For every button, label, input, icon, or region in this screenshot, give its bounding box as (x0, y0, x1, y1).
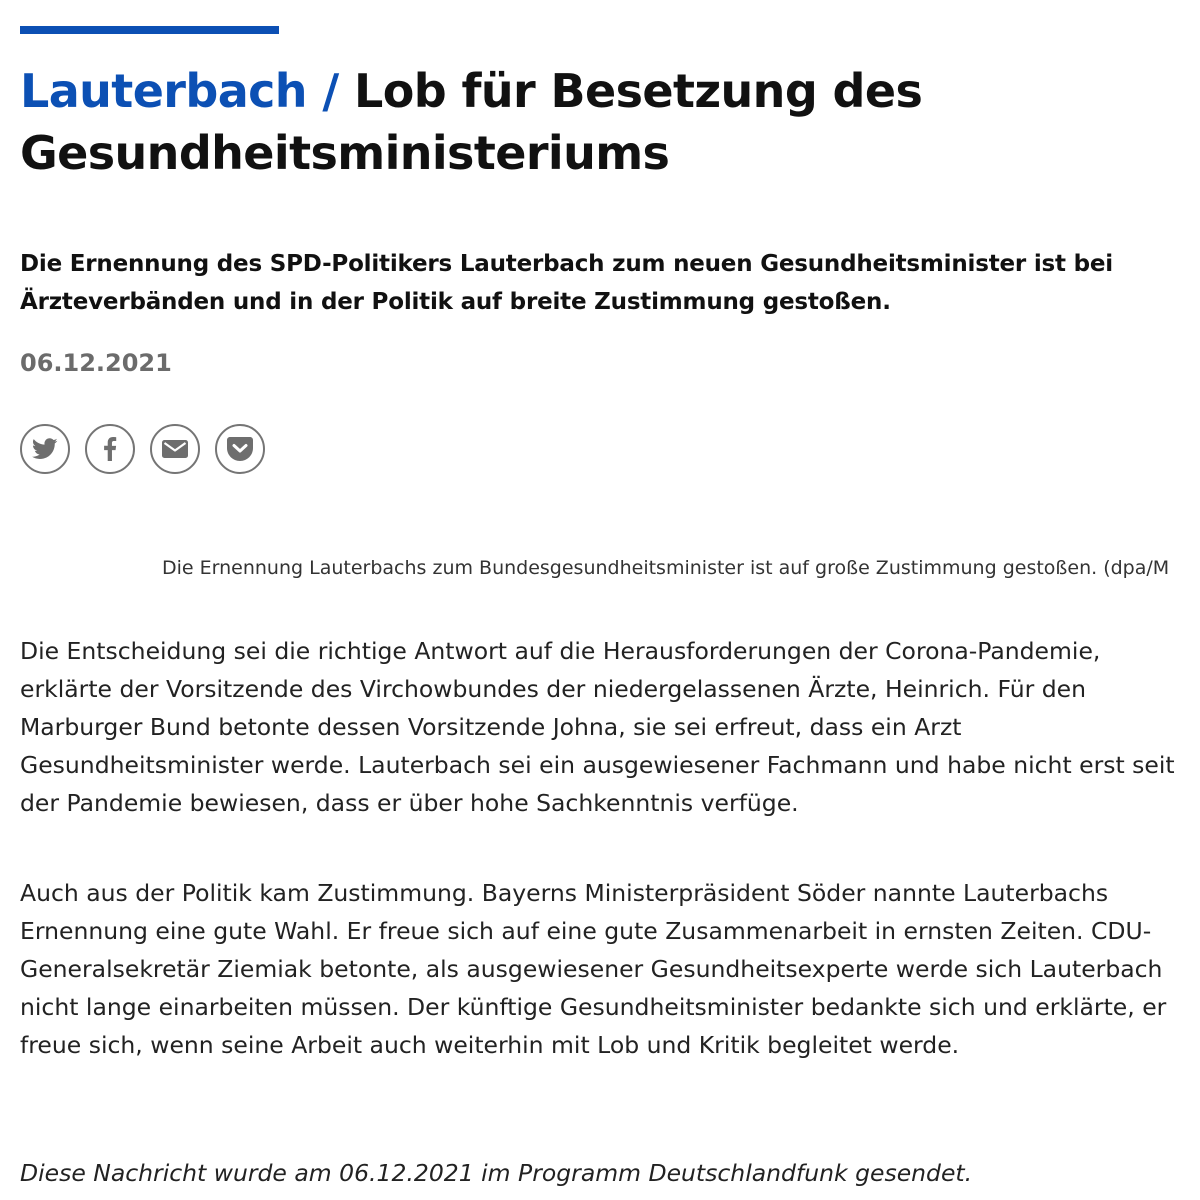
article-date: 06.12.2021 (20, 349, 172, 377)
share-mail-button[interactable] (150, 424, 200, 474)
headline-kicker: Lauterbach (20, 64, 307, 118)
facebook-icon (103, 437, 117, 461)
share-facebook-button[interactable] (85, 424, 135, 474)
pocket-icon (227, 437, 253, 461)
accent-bar (20, 26, 279, 34)
page-title (20, 60, 1180, 184)
headline-separator: / (306, 64, 354, 118)
twitter-icon (32, 438, 58, 460)
share-twitter-button[interactable] (20, 424, 70, 474)
broadcast-note: Diese Nachricht wurde am 06.12.2021 im Programm Deutschlandfunk gesendet. (20, 1159, 973, 1187)
share-pocket-button[interactable] (215, 424, 265, 474)
mail-icon (162, 440, 188, 458)
share-bar (20, 424, 265, 474)
image-caption: Die Ernennung Lauterbachs zum Bundesgesundheitsminister ist auf große Zustimmung gestoßen. (dpa/M (162, 557, 1170, 579)
article-paragraph-1: Die Entscheidung sei die richtige Antwort auf die Herausforderungen der Corona-Pandemie, erklärte der Vorsitzende des Virchowbundes der niedergelassenen Ärzte, Heinrich. Für den Marburger Bund betonte dessen Vorsitzende Johna, sie sei erfreut, dass ein Arzt Gesundheitsminister werde. Lauterbach sei ein ausgewiesener Fachmann und habe nicht erst seit der Pandemie bewiesen, dass er über hohe Sachkenntnis verfüge. (20, 637, 1175, 817)
article-paragraph-2: Auch aus der Politik kam Zustimmung. Bayerns Ministerpräsident Söder nannte Lauterbachs Ernennung eine gute Wahl. Er freue sich auf eine gute Zusammenarbeit in ernsten Zeiten. CDU-Generalsekretär Ziemiak betonte, als ausgewiesener Gesundheitsexperte werde sich Lauterbach nicht lange einarbeiten müssen. Der künftige Gesundheitsminister bedankte sich und erklärte, er freue sich, wenn seine Arbeit auch weiterhin mit Lob und Kritik begleitet werde. (20, 879, 1167, 1059)
article-teaser: Die Ernennung des SPD-Politikers Lauterbach zum neuen Gesundheitsminister ist bei Ärzteverbänden und in der Politik auf breite Zustimmung gestoßen. (20, 251, 1113, 315)
headline-title: Lob für Besetzung des Gesundheitsministeriums (20, 64, 923, 180)
